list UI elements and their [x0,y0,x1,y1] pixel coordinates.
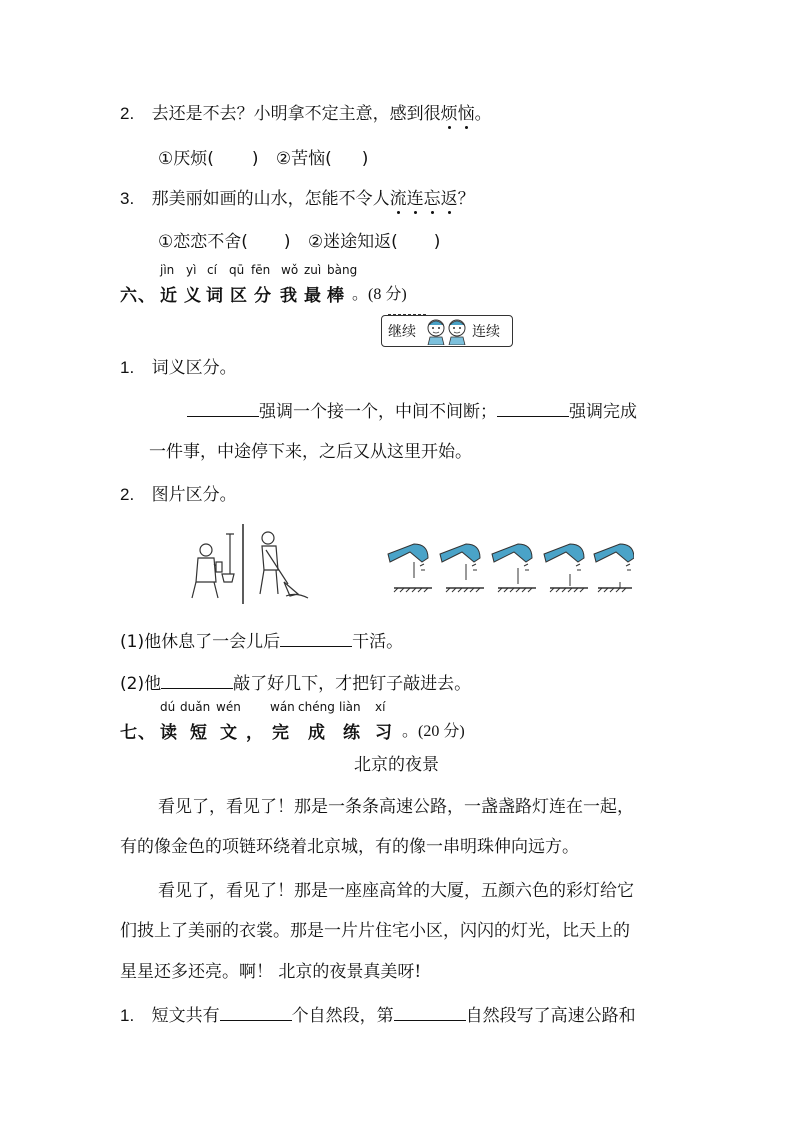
badge-word-right: 连续 [472,324,500,340]
item-number: 2. [120,485,135,504]
item-1-line-1 [187,398,637,423]
pinyin: qū [229,263,245,277]
question-punct: 。 [474,104,492,124]
question-number: 1. [120,1006,135,1025]
item-text: 强调一个接一个，中间不间断； [259,402,497,422]
pinyin: liàn [339,700,361,714]
blank-input[interactable] [187,398,259,417]
paren-close: ) [283,232,291,252]
passage-question-1 [120,1002,636,1027]
pinyin: fēn [251,263,271,277]
pinyin: wán [270,700,295,714]
heading-char: 我 [280,286,297,306]
item-1-line-2: 一件事，中途停下来，之后又从这里开始。 [149,442,472,462]
option-1: ①恋恋不舍( [158,232,248,252]
sub-text: 干活。 [352,632,404,652]
dotted-char: 连 [406,189,424,209]
pinyin: chéng [298,700,335,714]
passage-line: 们披上了美丽的衣裳。那是一片片住宅小区，闪闪的灯光，比天上的 [120,921,630,941]
question-number: 2. [120,104,135,123]
item-1 [120,357,237,379]
heading-char: 读 [160,723,177,743]
heading-char: 最 [304,286,321,306]
heading-char: 完 [272,723,289,743]
question-text: 那美丽如画的山水，怎能不令人 [151,189,390,209]
pinyin: jìn [160,263,175,277]
item-title: 图片区分。 [151,485,237,505]
option-1: ①厌烦( [158,149,214,169]
pinyin: yì [186,263,197,277]
cartoon-kids-icon [424,317,470,345]
pinyin: cí [207,263,217,277]
question-3 [120,188,475,210]
section-6-heading [0,281,793,306]
question-text: 短文共有 [151,1006,220,1026]
blank-input[interactable] [280,628,352,647]
heading-char: 成 [308,723,325,743]
section-score: 。(20 分) [402,723,465,740]
passage-title: 北京的夜景 [354,755,439,775]
paren-close: ) [433,232,441,252]
question-punct: ？ [457,189,475,209]
sub-question-1 [120,628,403,653]
question-text: 去还是不去？小明拿不定主意，感到很 [151,104,441,124]
blank-input[interactable] [161,670,233,689]
sub-text: 敲了好几下，才把钉子敲进去。 [233,674,472,694]
section-6-pinyin [0,263,793,279]
dashed-line [388,314,426,315]
heading-char: 区 [230,286,247,306]
dotted-char: 烦 [440,104,458,124]
section-7-pinyin [0,700,793,716]
heading-char: 文 [220,723,237,743]
heading-char: 义 [184,286,201,306]
question-2-options [158,148,368,170]
item-text: 强调完成 [569,402,637,422]
heading-char: 棒 [327,286,344,306]
passage-line: 看见了，看见了！那是一条条高速公路，一盏盏路灯连在一起， [158,797,634,817]
paren-close: ) [251,149,259,169]
sub-text: (1)他休息了一会儿后 [120,632,281,652]
heading-char: 练 [343,723,360,743]
heading-char: 短 [190,723,207,743]
heading-char: 近 [160,286,177,306]
badge-word-left: 继续 [388,324,416,340]
dotted-char: 流 [389,189,407,209]
pinyin: duǎn [180,700,211,714]
question-3-options [158,231,440,253]
dotted-char: 恼 [457,104,475,124]
sub-text: (2)他 [120,674,162,694]
pinyin: wǒ [281,263,299,277]
item-number: 1. [120,358,135,377]
paren-close: ) [361,149,369,169]
heading-char: 六 [120,286,137,306]
item-2 [120,484,237,506]
dotted-char: 返 [440,189,458,209]
blank-input[interactable] [497,398,569,417]
pinyin: bàng [327,263,358,277]
section-7-heading [0,718,793,743]
blank-input[interactable] [220,1002,292,1021]
pinyin: dú [160,700,176,714]
option-2: ②迷途知返( [307,232,398,252]
pinyin: xí [375,700,386,714]
question-2 [120,103,492,125]
question-text: 个自然段，第 [291,1006,394,1026]
pinyin: wén [216,700,241,714]
item-title: 词义区分。 [151,358,237,378]
hammers-nails-illustration [384,540,634,602]
passage-line: 看见了，看见了！那是一座座高耸的大厦，五颜六色的彩灯给它 [158,881,634,901]
heading-char: 分 [254,286,271,306]
section-score: 。(8 分) [352,286,407,303]
blank-input[interactable] [394,1002,466,1021]
question-text: 自然段写了高速公路和 [465,1006,636,1026]
question-number: 3. [120,189,135,208]
heading-char: ， [246,723,263,743]
pinyin: zuì [304,263,322,277]
word-pair-badge [381,315,513,347]
passage-line: 星星还多还亮。啊！ 北京的夜景真美呀! [120,962,422,982]
heading-char: 词 [206,286,223,306]
heading-char: 习 [375,723,392,743]
sub-question-2 [120,670,471,695]
passage-line: 有的像金色的项链环绕着北京城，有的像一串明珠伸向远方。 [120,837,579,857]
dotted-char: 忘 [423,189,441,209]
heading-char: 七 [120,723,137,743]
option-2: ②苦恼( [275,149,332,169]
heading-char: 、 [138,723,155,743]
heading-char: 、 [138,286,155,306]
man-rest-work-illustration [186,524,312,606]
